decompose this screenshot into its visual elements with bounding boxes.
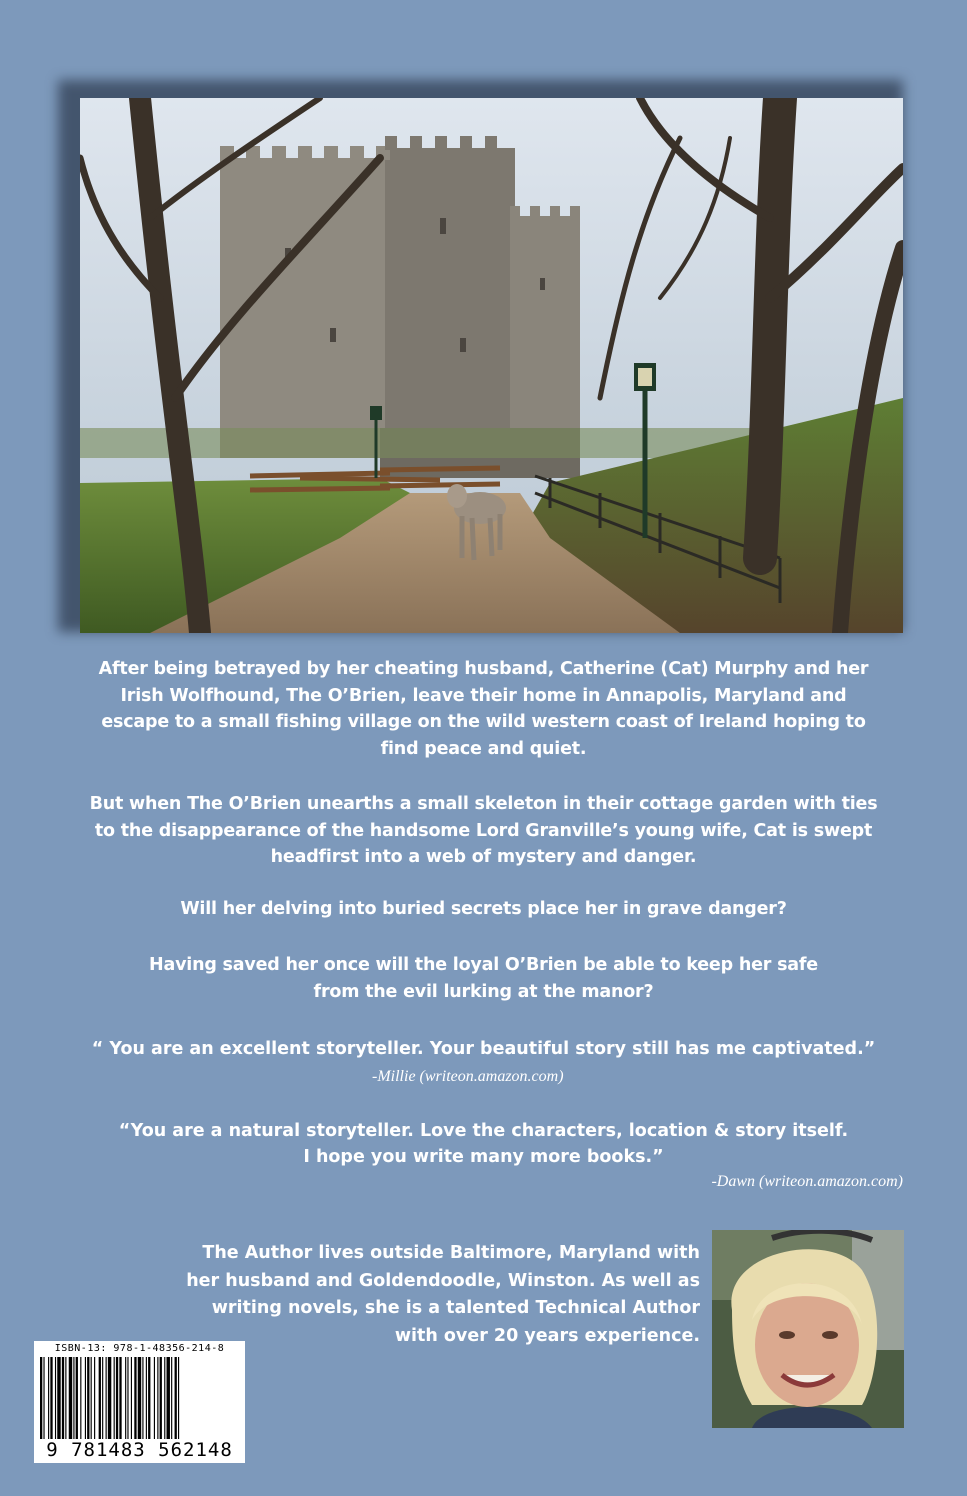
review-2-text: “You are a natural storyteller. Love the characters, location & story itself. I hope you write many more books.”: [118, 1121, 849, 1167]
isbn-digits: 9 781483 562148: [46, 1439, 233, 1461]
blurb-paragraph-1: After being betrayed by her cheating husband, Catherine (Cat) Murphy and her Irish Wolfhound, The O’Brien, leave their home in Annapolis, Maryland and escape to a small fishing village on the wild western coast of Ireland hoping to find peace and quiet.: [98, 659, 869, 759]
blurb-paragraph-2: But when The O’Brien unearths a small skeleton in their cottage garden with ties to the disappearance of the handsome Lord Granville’s young wife, Cat is swept headfirst into a web of mystery and danger.: [89, 794, 878, 867]
review-1-text: “ You are an excellent storyteller. Your beautiful story still has me captivated.”: [91, 1039, 876, 1059]
review-2-attribution: -Dawn (writeon.amazon.com): [711, 1173, 903, 1190]
author-photo: [712, 1230, 904, 1428]
author-bio: The Author lives outside Baltimore, Maryland with her husband and Goldendoodle, Winston. As well as writing novels, she is a talented Technical Author with over 20 years experience.: [186, 1243, 700, 1346]
barcode-bars: [38, 1357, 241, 1439]
blurb-paragraph-3: Will her delving into buried secrets place her in grave danger?: [180, 899, 787, 919]
castle-photo: [80, 98, 903, 633]
isbn-barcode: [34, 1341, 245, 1463]
isbn-label: ISBN-13: 978-1-48356-214-8: [54, 1343, 225, 1354]
review-1-attribution: -Millie (writeon.amazon.com): [372, 1068, 564, 1085]
blurb-paragraph-4: Having saved her once will the loyal O’Brien be able to keep her safe from the evil lurking at the manor?: [149, 955, 818, 1002]
